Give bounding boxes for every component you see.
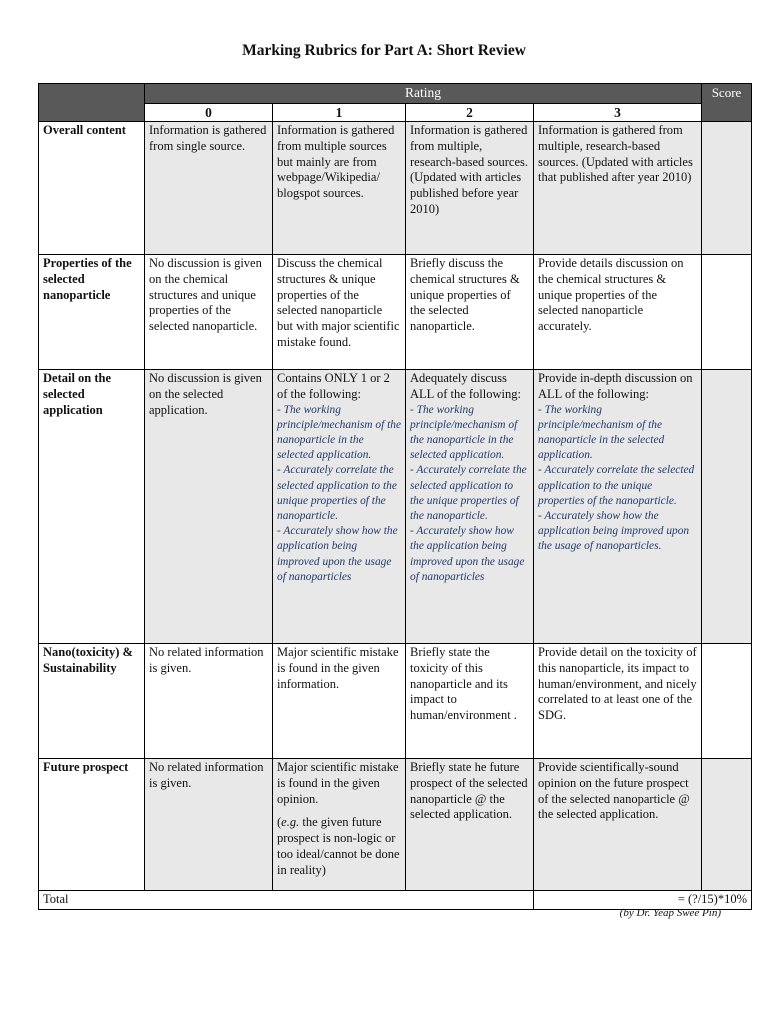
bullet-point: - Accurately correlate the selected application to the unique properties of the nanoparticle. [410,464,527,523]
table-row [39,255,752,370]
criterion-toxicity: Nano(toxicity) & Sustainability [39,644,145,759]
total-label: Total [39,891,534,910]
table-row [39,370,752,644]
bullet-point: - Accurately show how the application being improved upon the usage of nanoparticles [277,525,398,583]
cell-level-1: Major scientific mistake is found in the given information. [273,644,406,759]
page-title: Marking Rubrics for Part A: Short Review [242,42,526,59]
cell-level-1: Information is gathered from multiple sources but mainly are from webpage/Wikipedia/ blogspot sources. [273,122,406,255]
cell-level-3 [534,370,702,644]
cell-note: (e.g. the given future prospect is non-logic or too ideal/cannot be done in reality) [277,815,400,877]
level-2: 2 [406,104,534,122]
cell-intro: Adequately discuss ALL of the following: [410,371,521,401]
bullet-point: - Accurately correlate the selected application to the unique properties of the nanoparticle. [538,464,695,507]
cell-level-1 [273,759,406,891]
cell-level-3: Provide scientifically-sound opinion on the future prospect of the selected nanoparticle @ the selected application. [534,759,702,891]
score-header: Score [702,84,752,122]
criterion-overall-content: Overall content [39,122,145,255]
cell-level-0: No discussion is given on the selected application. [145,370,273,644]
criterion-future-prospect: Future prospect [39,759,145,891]
bullet-point: - The working principle/mechanism of the nanoparticle in the selected application. [410,403,518,462]
cell-level-3: Provide details discussion on the chemical structures & unique properties of the selected nanoparticle accurately. [534,255,702,370]
cell-level-2: Information is gathered from multiple, research-based sources. (Updated with articles published before year 2010) [406,122,534,255]
cell-level-3: Information is gathered from multiple, research-based sources. (Updated with articles that published after year 2010) [534,122,702,255]
criterion-application: Detail on the selected application [39,370,145,644]
level-1: 1 [273,104,406,122]
cell-intro: Contains ONLY 1 or 2 of the following: [277,371,390,401]
cell-intro: Major scientific mistake is found in the given opinion. [277,760,399,806]
cell-level-1 [273,370,406,644]
rubric-table [38,83,752,910]
cell-intro: Provide in-depth discussion on ALL of the following: [538,371,693,401]
score-cell [702,370,752,644]
cell-level-0: No related information is given. [145,644,273,759]
table-row [39,122,752,255]
bullet-point: - The working principle/mechanism of the nanoparticle in the selected application. [277,403,402,462]
score-cell [702,644,752,759]
cell-level-2 [406,370,534,644]
bullet-point: - Accurately show how the application being improved upon the usage of nanoparticles. [538,510,690,553]
cell-level-0: Information is gathered from single source. [145,122,273,255]
table-row [39,759,752,891]
cell-level-2: Briefly discuss the chemical structures & unique properties of the selected nanoparticle. [406,255,534,370]
header-corner [39,84,145,122]
cell-level-0: No related information is given. [145,759,273,891]
level-row [39,104,752,122]
cell-level-3: Provide detail on the toxicity of this nanoparticle, its impact to human/environment, and nicely correlated to at least one of the SDG. [534,644,702,759]
cell-level-0: No discussion is given on the chemical structures and unique properties of the selected nanoparticle. [145,255,273,370]
cell-level-2: Briefly state the toxicity of this nanoparticle and its impact to human/environment . [406,644,534,759]
score-cell [702,255,752,370]
score-cell [702,122,752,255]
cell-level-1: Discuss the chemical structures & unique properties of the selected nanoparticle but with major scientific mistake found. [273,255,406,370]
header-row [39,84,752,104]
bullet-point: - The working principle/mechanism of the nanoparticle in the selected application. [538,403,665,462]
bullet-point: - Accurately correlate the selected application to the unique properties of the nanoparticle. [277,464,397,523]
bullet-point: - Accurately show how the application being improved upon the usage of nanoparticles [410,525,525,583]
level-3: 3 [534,104,702,122]
author-credit: (by Dr. Yeap Swee Pin) [619,907,721,919]
score-cell [702,759,752,891]
cell-level-2: Briefly state he future prospect of the selected nanoparticle @ the selected application. [406,759,534,891]
rating-header: Rating [145,84,702,104]
eg-abbrev: e.g. [281,815,300,830]
table-row [39,644,752,759]
criterion-properties: Properties of the selected nanoparticle [39,255,145,370]
total-formula: = (?/15)*10% [534,891,752,910]
level-0: 0 [145,104,273,122]
